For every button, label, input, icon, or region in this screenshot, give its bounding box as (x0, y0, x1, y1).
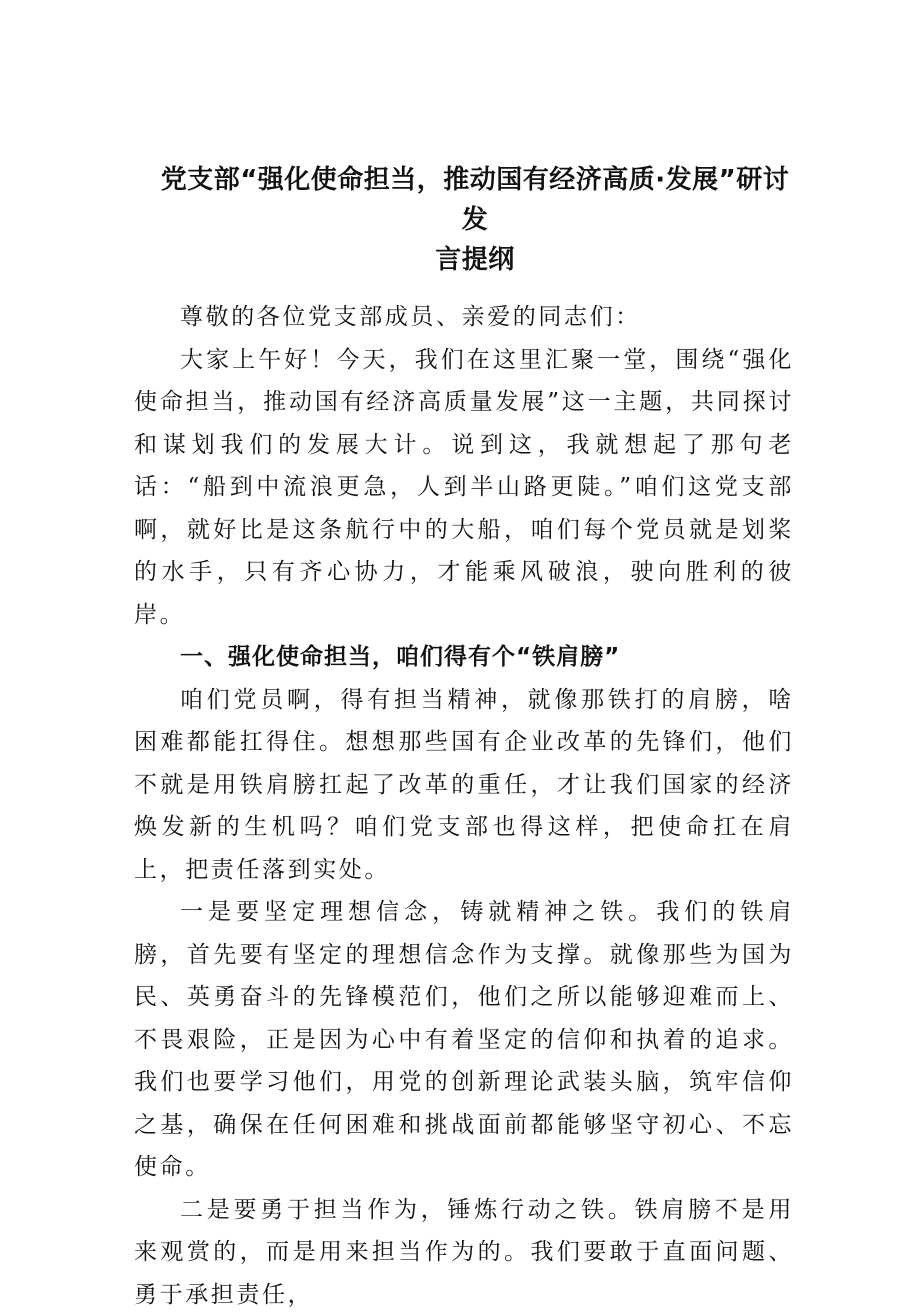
document-title (150, 160, 800, 280)
title-line-2: 言提纲 (150, 240, 800, 280)
paragraph-point-2: 二是要勇于担当作为，锤炼行动之铁。铁肩膀不是用来观赏的，而是用来担当作为的。我们要敢于直面问题、勇于承担责任， (134, 1189, 794, 1316)
paragraph-section-1-intro: 咱们党员啊，得有担当精神，就像那铁打的肩膀，啥困难都能扛得住。想想那些国有企业改革的先锋们，他们不就是用铁肩膀扛起了改革的重任，才让我们国家的经济焕发新的生机吗？咱们党支部也得这样，把使命扛在肩上，把责任落到实处。 (134, 679, 794, 892)
section-heading-1: 一、强化使命担当，咱们得有个“铁肩膀” (134, 636, 794, 679)
paragraph-point-1: 一是要坚定理想信念，铸就精神之铁。我们的铁肩膀，首先要有坚定的理想信念作为支撑。就像那些为国为民、英勇奋斗的先锋模范们，他们之所以能够迎难而上、不畏艰险，正是因为心中有着坚定的信仰和执着的追求。我们也要学习他们，用党的创新理论武装头脑，筑牢信仰之基，确保在任何困难和挑战面前都能够坚守初心、不忘使命。 (134, 891, 794, 1189)
title-line-1: 党支部“强化使命担当，推动国有经济高质·发展”研讨发 (150, 160, 800, 240)
document-body (134, 296, 794, 1316)
paragraph-opening: 大家上午好！今天，我们在这里汇聚一堂，围绕“强化使命担当，推动国有经济高质量发展”这一主题，共同探讨和谋划我们的发展大计。说到这，我就想起了那句老话：“船到中流浪更急，人到半山路更陡。”咱们这党支部啊，就好比是这条航行中的大船，咱们每个党员就是划桨的水手，只有齐心协力，才能乘风破浪，驶向胜利的彼岸。 (134, 339, 794, 637)
salutation: 尊敬的各位党支部成员、亲爱的同志们： (134, 296, 794, 339)
